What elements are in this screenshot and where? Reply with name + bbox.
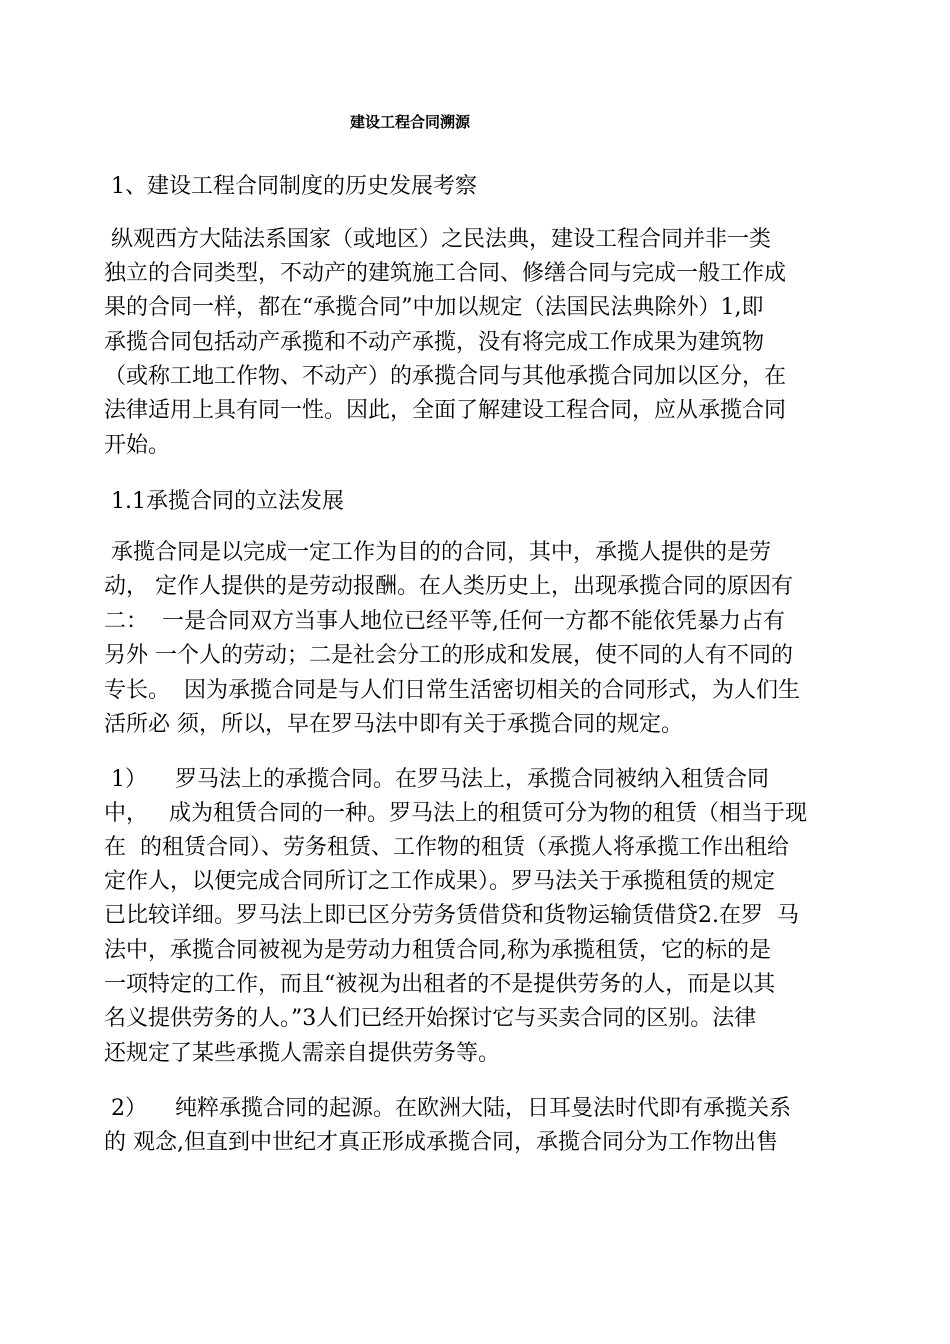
paragraph-line: 承揽合同包括动产承揽和不动产承揽，没有将完成工作成果为建筑物 [104, 330, 765, 355]
paragraph-line: 法中，承揽合同被视为是劳动力租赁合同,称为承揽租赁，它的标的是 [104, 938, 771, 963]
paragraph-line: 承揽合同是以完成一定工作为目的的合同，其中，承揽人提供的是劳 [104, 540, 771, 565]
section-heading: 1、建设工程合同制度的历史发展考察 [104, 174, 477, 199]
paragraph-line: 果的合同一样，都在“承揽合同”中加以规定（法国民法典除外）1,即 [104, 295, 764, 320]
document-title: 建设工程合同溯源 [349, 113, 470, 131]
paragraph-line: 另外 一个人的劳动；二是社会分工的形成和发展，使不同的人有不同的 [104, 643, 793, 668]
paragraph-line: 1） 罗马法上的承揽合同。在罗马法上，承揽合同被纳入租赁合同 [104, 767, 769, 792]
subsection-heading: 1.1承揽合同的立法发展 [104, 489, 344, 514]
paragraph-line: 在 的租赁合同）、劳务租赁、工作物的租赁（承揽人将承揽工作出租给 [104, 835, 789, 860]
paragraph-line: （或称工地工作物、不动产）的承揽合同与其他承揽合同加以区分，在 [104, 364, 787, 389]
paragraph-line: 定作人，以便完成合同所订之工作成果）。罗马法关于承揽租赁的规定 [104, 869, 776, 894]
paragraph-line: 中， 成为租赁合同的一种。罗马法上的租赁可分为物的租赁（相当于现 [104, 801, 807, 826]
paragraph-line: 动， 定作人提供的是劳动报酬。在人类历史上，出现承揽合同的原因有 [104, 574, 793, 599]
paragraph-line: 活所必 须，所以，早在罗马法中即有关于承揽合同的规定。 [104, 712, 683, 737]
paragraph-line: 的 观念,但直到中世纪才真正形成承揽合同，承揽合同分为工作物出售 [104, 1130, 778, 1155]
paragraph-line: 开始。 [104, 433, 171, 458]
paragraph-line: 一项特定的工作，而且“被视为出租者的不是提供劳务的人，而是以其 [104, 972, 776, 997]
paragraph-line: 还规定了某些承揽人需亲自提供劳务等。 [104, 1041, 501, 1066]
paragraph-line: 二： 一是合同双方当事人地位已经平等,任何一方都不能依凭暴力占有 [104, 609, 785, 634]
paragraph-line: 2） 纯粹承揽合同的起源。在欧洲大陆，日耳曼法时代即有承揽关系 [104, 1096, 791, 1121]
paragraph-line: 纵观西方大陆法系国家（或地区）之民法典，建设工程合同并非一类 [104, 227, 771, 252]
paragraph-line: 名义提供劳务的人。”3人们已经开始探讨它与买卖合同的区别。法律 [104, 1006, 757, 1031]
paragraph-line: 专长。 因为承揽合同是与人们日常生活密切相关的合同形式，为人们生 [104, 678, 800, 703]
paragraph-line: 独立的合同类型，不动产的建筑施工合同、修缮合同与完成一般工作成 [104, 261, 787, 286]
paragraph-line: 已比较详细。罗马法上即已区分劳务赁借贷和货物运输赁借贷2.在罗 马 [104, 903, 799, 928]
paragraph-line: 法律适用上具有同一性。因此，全面了解建设工程合同，应从承揽合同 [104, 398, 787, 423]
